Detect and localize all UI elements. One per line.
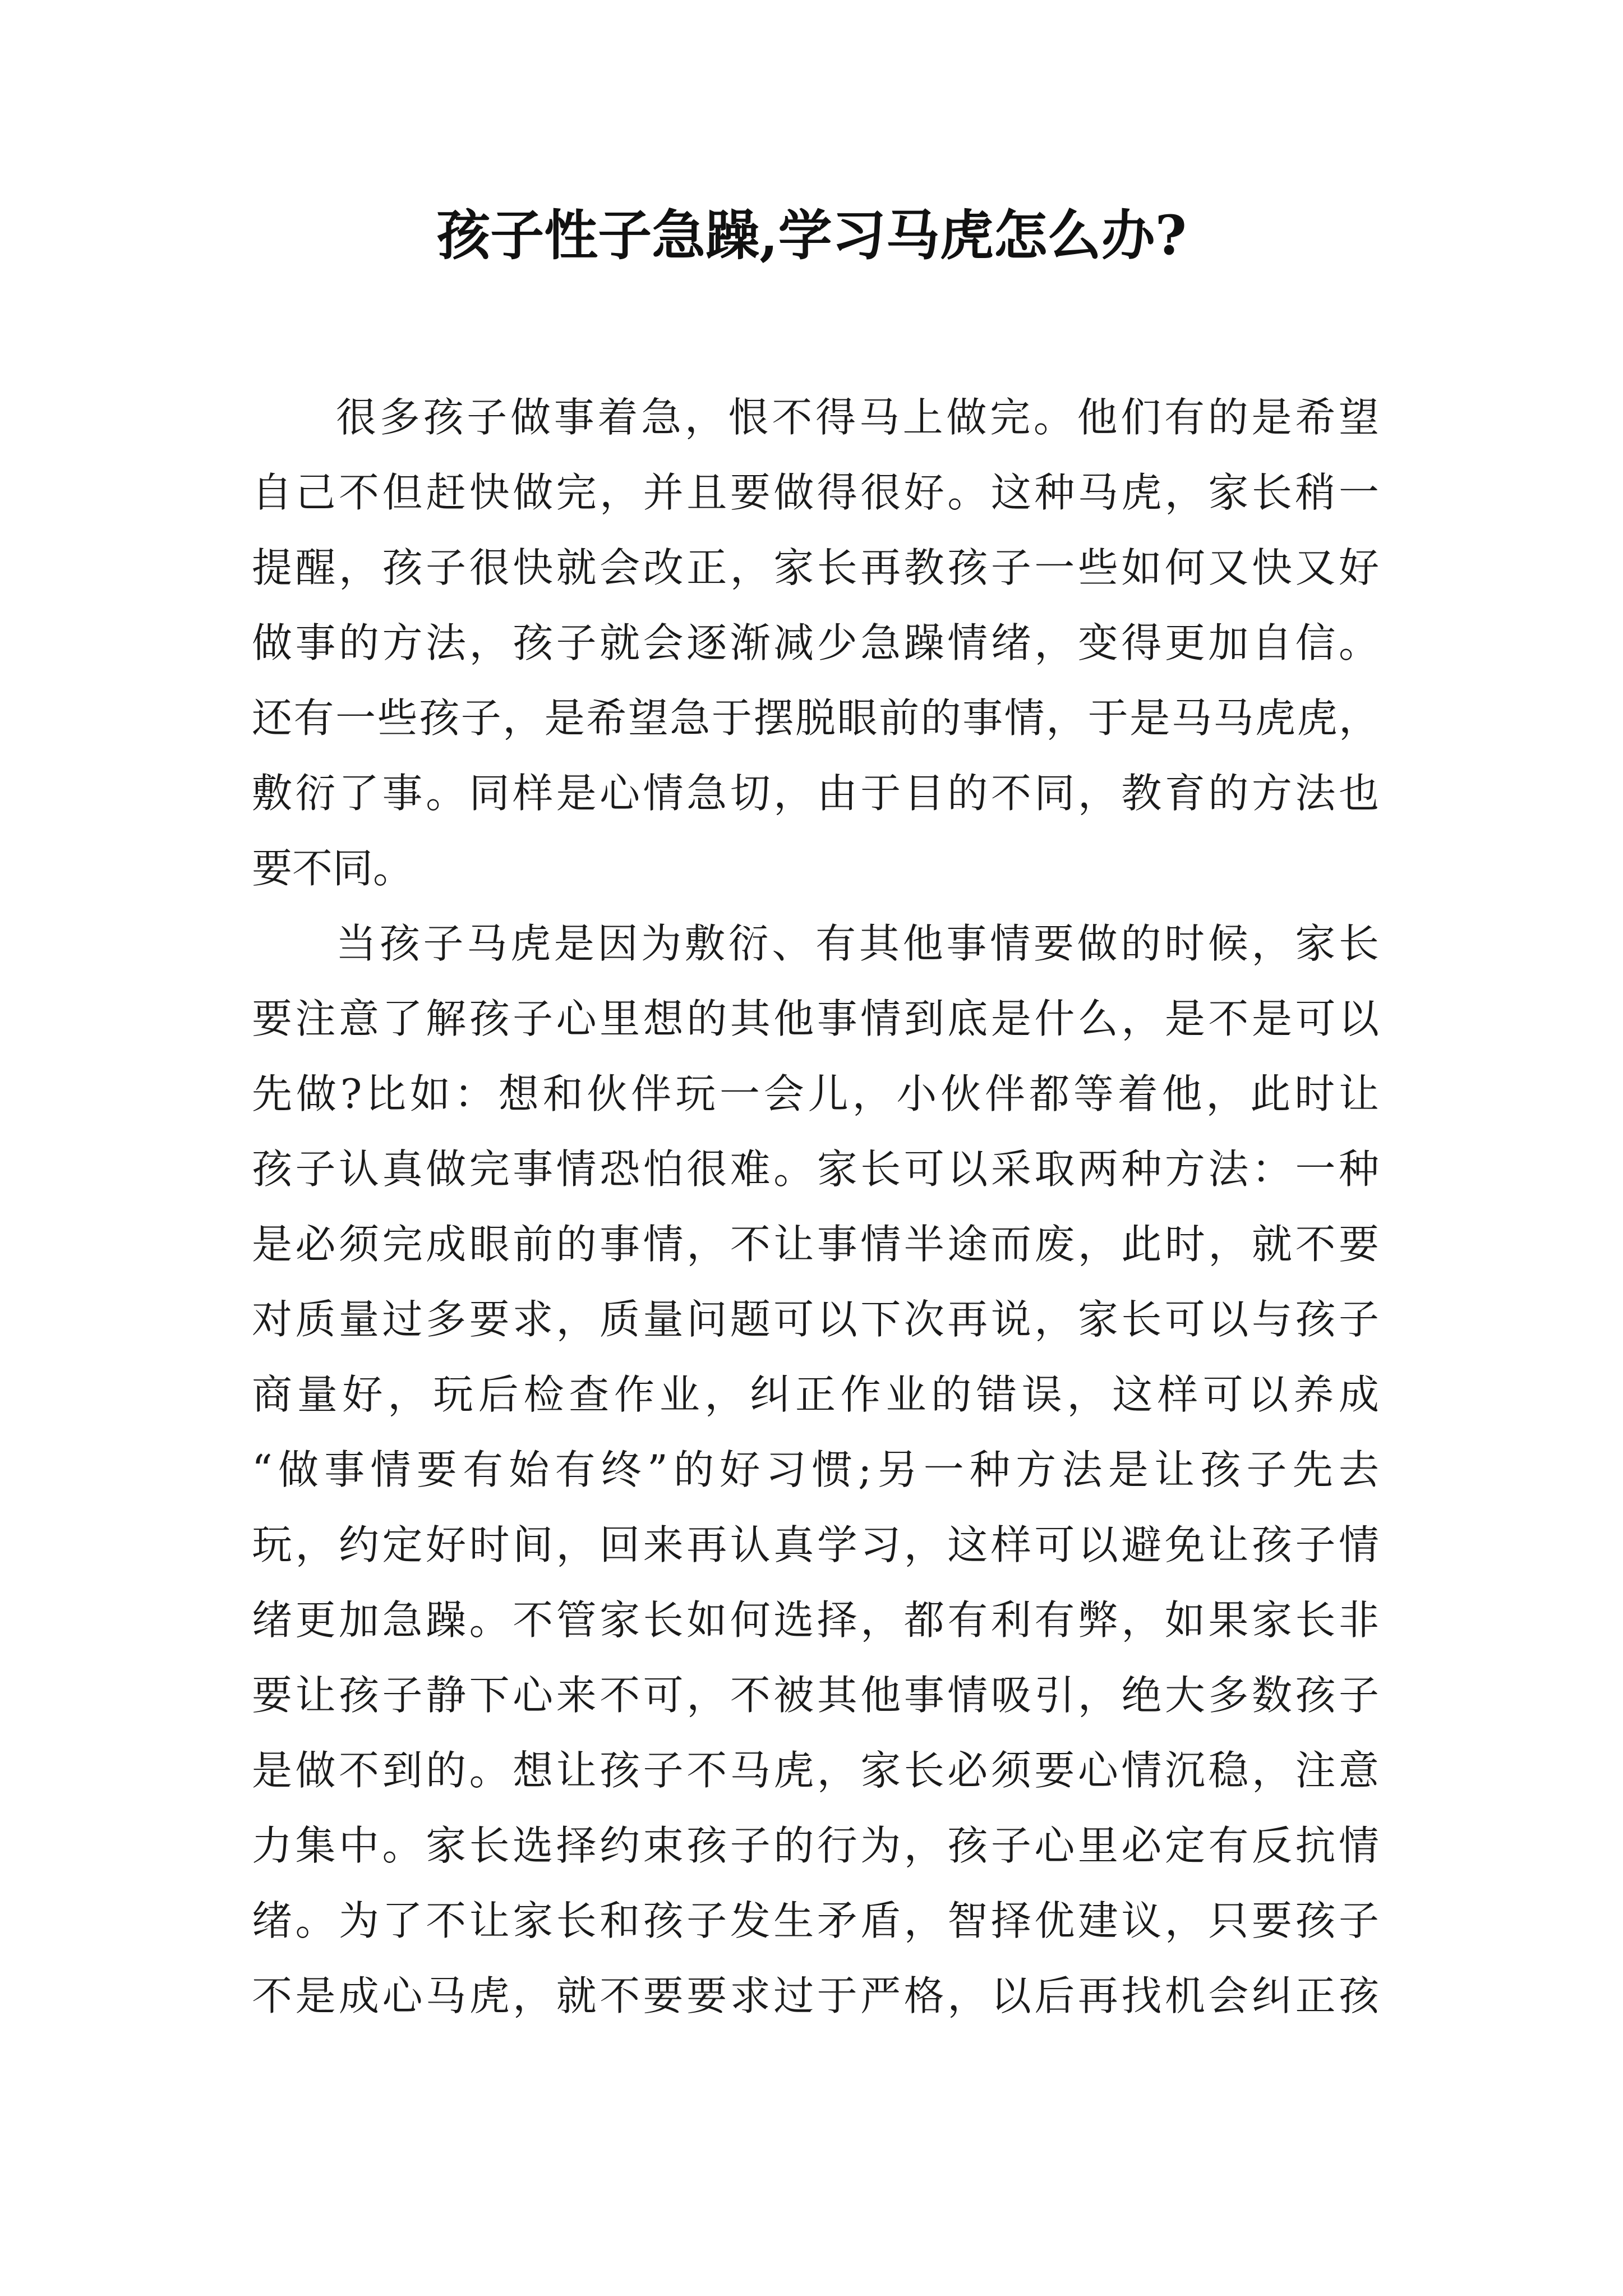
text-line: 是做不到的。想让孩子不马虎，家长必须要心情沉稳，注意 [252,1747,1379,1794]
text-line: 绪更加急躁。不管家长如何选择，都有利有弊，如果家长非 [252,1596,1379,1644]
text-line: 敷衍了事。同样是心情急切，由于目的不同，教育的方法也 [252,770,1379,817]
text-line: 要注意了解孩子心里想的其他事情到底是什么，是不是可以 [252,995,1379,1042]
text-line: 先做?比如：想和伙伴玩一会儿，小伙伴都等着他，此时让 [252,1070,1379,1117]
article-body [252,380,1379,2033]
text-line: 商量好，玩后检查作业，纠正作业的错误，这样可以养成 [252,1371,1379,1418]
text-line: 要不同。 [252,845,414,892]
paragraph-2 [252,906,1379,2033]
text-line: 对质量过多要求，质量问题可以下次再说，家长可以与孩子 [252,1296,1379,1343]
text-line: 提醒，孩子很快就会改正，家长再教孩子一些如何又快又好 [252,544,1379,591]
text-line: 绪。为了不让家长和孩子发生矛盾，智择优建议，只要孩子 [252,1897,1379,1944]
paragraph-1 [252,380,1379,906]
text-line: 很多孩子做事着急，恨不得马上做完。他们有的是希望 [336,394,1379,441]
text-line: 不是成心马虎，就不要要求过于严格，以后再找机会纠正孩 [252,1972,1379,2019]
text-line: 孩子认真做完事情恐怕很难。家长可以采取两种方法：一种 [252,1145,1379,1193]
text-line: 力集中。家长选择约束孩子的行为，孩子心里必定有反抗情 [252,1822,1379,1869]
text-line: 自己不但赶快做完，并且要做得很好。这种马虎，家长稍一 [252,469,1379,516]
text-line: 做事的方法，孩子就会逐渐减少急躁情绪，变得更加自信。 [252,619,1379,666]
text-line: 是必须完成眼前的事情，不让事情半途而废，此时，就不要 [252,1221,1379,1268]
text-line: 还有一些孩子，是希望急于摆脱眼前的事情，于是马马虎虎， [252,694,1379,742]
text-line: 当孩子马虎是因为敷衍、有其他事情要做的时候，家长 [336,920,1379,967]
text-line: 玩，约定好时间，回来再认真学习，这样可以避免让孩子情 [252,1521,1379,1568]
text-line: 要让孩子静下心来不可，不被其他事情吸引，绝大多数孩子 [252,1672,1379,1719]
text-line: “做事情要有始有终”的好习惯;另一种方法是让孩子先去 [252,1446,1379,1493]
page-title: 孩子性子急躁,学习马虎怎么办? [436,204,1187,267]
